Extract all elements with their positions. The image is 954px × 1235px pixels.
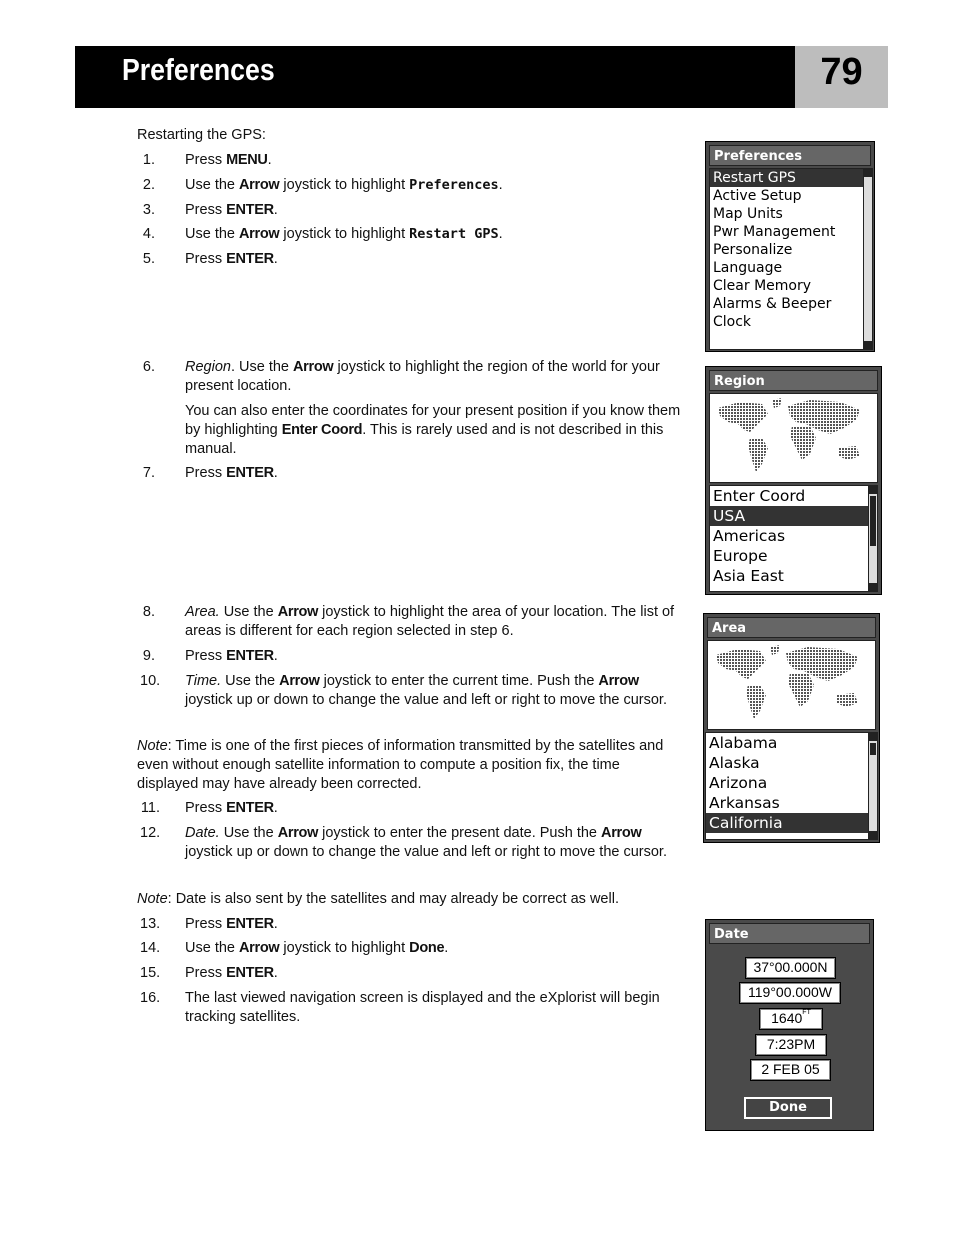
region-list [709,485,878,592]
region-list-item[interactable]: Europe [713,547,768,565]
region-screen-title: Region [709,370,878,391]
note-time: Note: Time is one of the first pieces of information transmitted by the satellites and even without enough satellite information to compute a position fix, the time displayed may have already been corrected. [137,738,664,792]
step-2-number: 2. [142,177,155,193]
intro-text: Restarting the GPS: [137,127,266,143]
step-15-number: 15. [140,965,161,981]
date-screen [705,919,874,1131]
page-number: 79 [820,51,863,93]
step-8: Area. Use the Arrow joystick to highlight the area of your location. The list of areas is different for each region selected in step 6. [185,604,675,639]
preferences-screen-title: Preferences [709,145,871,166]
region-list-item[interactable]: Asia East [713,567,784,585]
date-field[interactable]: 2 FEB 05 [750,1059,831,1081]
step-16-number: 16. [140,990,161,1006]
step-11: Press ENTER. [185,800,278,816]
step-11-number: 11. [140,800,160,816]
altitude-field[interactable] [759,1008,823,1030]
area-list-item[interactable]: Alabama [709,734,778,752]
area-screen [703,613,880,843]
step-1: Press MENU. [185,152,272,168]
area-scrollbar[interactable] [868,733,877,839]
page-title: Preferences [122,52,275,87]
step-7: Press ENTER. [185,465,278,481]
step-13-number: 13. [140,916,161,932]
step-4: Use the Arrow joystick to highlight Restart GPS. [185,226,503,242]
latitude-field[interactable]: 37°00.000N [745,957,836,979]
step-4-number: 4. [142,226,155,242]
region-list-item[interactable]: Enter Coord [713,487,806,505]
world-map-image [709,393,878,483]
area-list-item[interactable]: Arkansas [709,794,780,812]
preferences-scrollbar[interactable] [863,169,872,349]
longitude-field[interactable]: 119°00.000W [739,982,841,1004]
step-6-number: 6. [142,359,155,375]
area-list-item[interactable]: California [706,813,877,833]
date-screen-title: Date [709,923,870,944]
altitude-value: 1640 [771,1010,803,1026]
step-10-number: 10. [140,673,161,689]
page-header [75,46,795,108]
region-list-item[interactable]: USA [710,506,877,526]
preferences-screen [705,141,875,352]
note-date: Note: Date is also sent by the satellites and may already be correct as well. [137,891,619,907]
step-6: Region. Use the Arrow joystick to highlight the region of the world for your present location. [185,359,660,394]
step-13: Press ENTER. [185,916,278,932]
time-field[interactable]: 7:23PM [755,1034,827,1056]
step-2: Use the Arrow joystick to highlight Preferences. [185,177,503,193]
preferences-list-item[interactable]: Map Units [713,206,783,222]
page-number-box [795,46,888,108]
step-14-number: 14. [140,940,161,956]
step-3-number: 3. [142,202,155,218]
step-14: Use the Arrow joystick to highlight Done. [185,940,449,956]
step-5: Press ENTER. [185,251,278,267]
step-1-number: 1. [142,152,155,168]
area-screen-title: Area [707,617,876,638]
step-6-detail: You can also enter the coordinates for your present position if you know them by highlighting Enter Coord. This is rarely used and is not described in this manual. [185,403,681,457]
region-screen [705,366,882,595]
preferences-list-item[interactable]: Clear Memory [713,278,811,294]
region-scrollbar[interactable] [868,486,877,591]
step-5-number: 5. [142,251,155,267]
done-button[interactable]: Done [744,1097,832,1119]
step-12-number: 12. [140,825,161,841]
preferences-list-item[interactable]: Language [713,260,783,276]
step-12: Date. Use the Arrow joystick to enter the present date. Push the Arrow joystick up or down to change the value and left or right to move the cursor. [185,825,667,860]
preferences-list-item[interactable]: Pwr Management [713,224,836,240]
preferences-list-item[interactable]: Clock [713,314,752,330]
preferences-menu-list [709,168,873,350]
step-7-number: 7. [142,465,155,481]
region-list-item[interactable]: Americas [713,527,786,545]
preferences-list-item[interactable]: Active Setup [713,188,802,204]
area-list-item[interactable]: Arizona [709,774,768,792]
area-list [705,732,878,840]
altitude-unit: FT [802,1009,811,1016]
preferences-list-item[interactable]: Personalize [713,242,793,258]
world-map-image [707,640,876,730]
step-10: Time. Use the Arrow joystick to enter the current time. Push the Arrow joystick up or down to change the value and left or right to move the cursor. [185,673,667,708]
preferences-list-item[interactable]: Alarms & Beeper [713,296,832,312]
step-9-number: 9. [142,648,155,664]
step-16: The last viewed navigation screen is displayed and the eXplorist will begin tracking satellites. [185,990,660,1025]
step-3: Press ENTER. [185,202,278,218]
step-9: Press ENTER. [185,648,278,664]
step-8-number: 8. [142,604,155,620]
area-list-item[interactable]: Alaska [709,754,760,772]
preferences-list-item[interactable]: Restart GPS [710,169,872,187]
step-15: Press ENTER. [185,965,278,981]
